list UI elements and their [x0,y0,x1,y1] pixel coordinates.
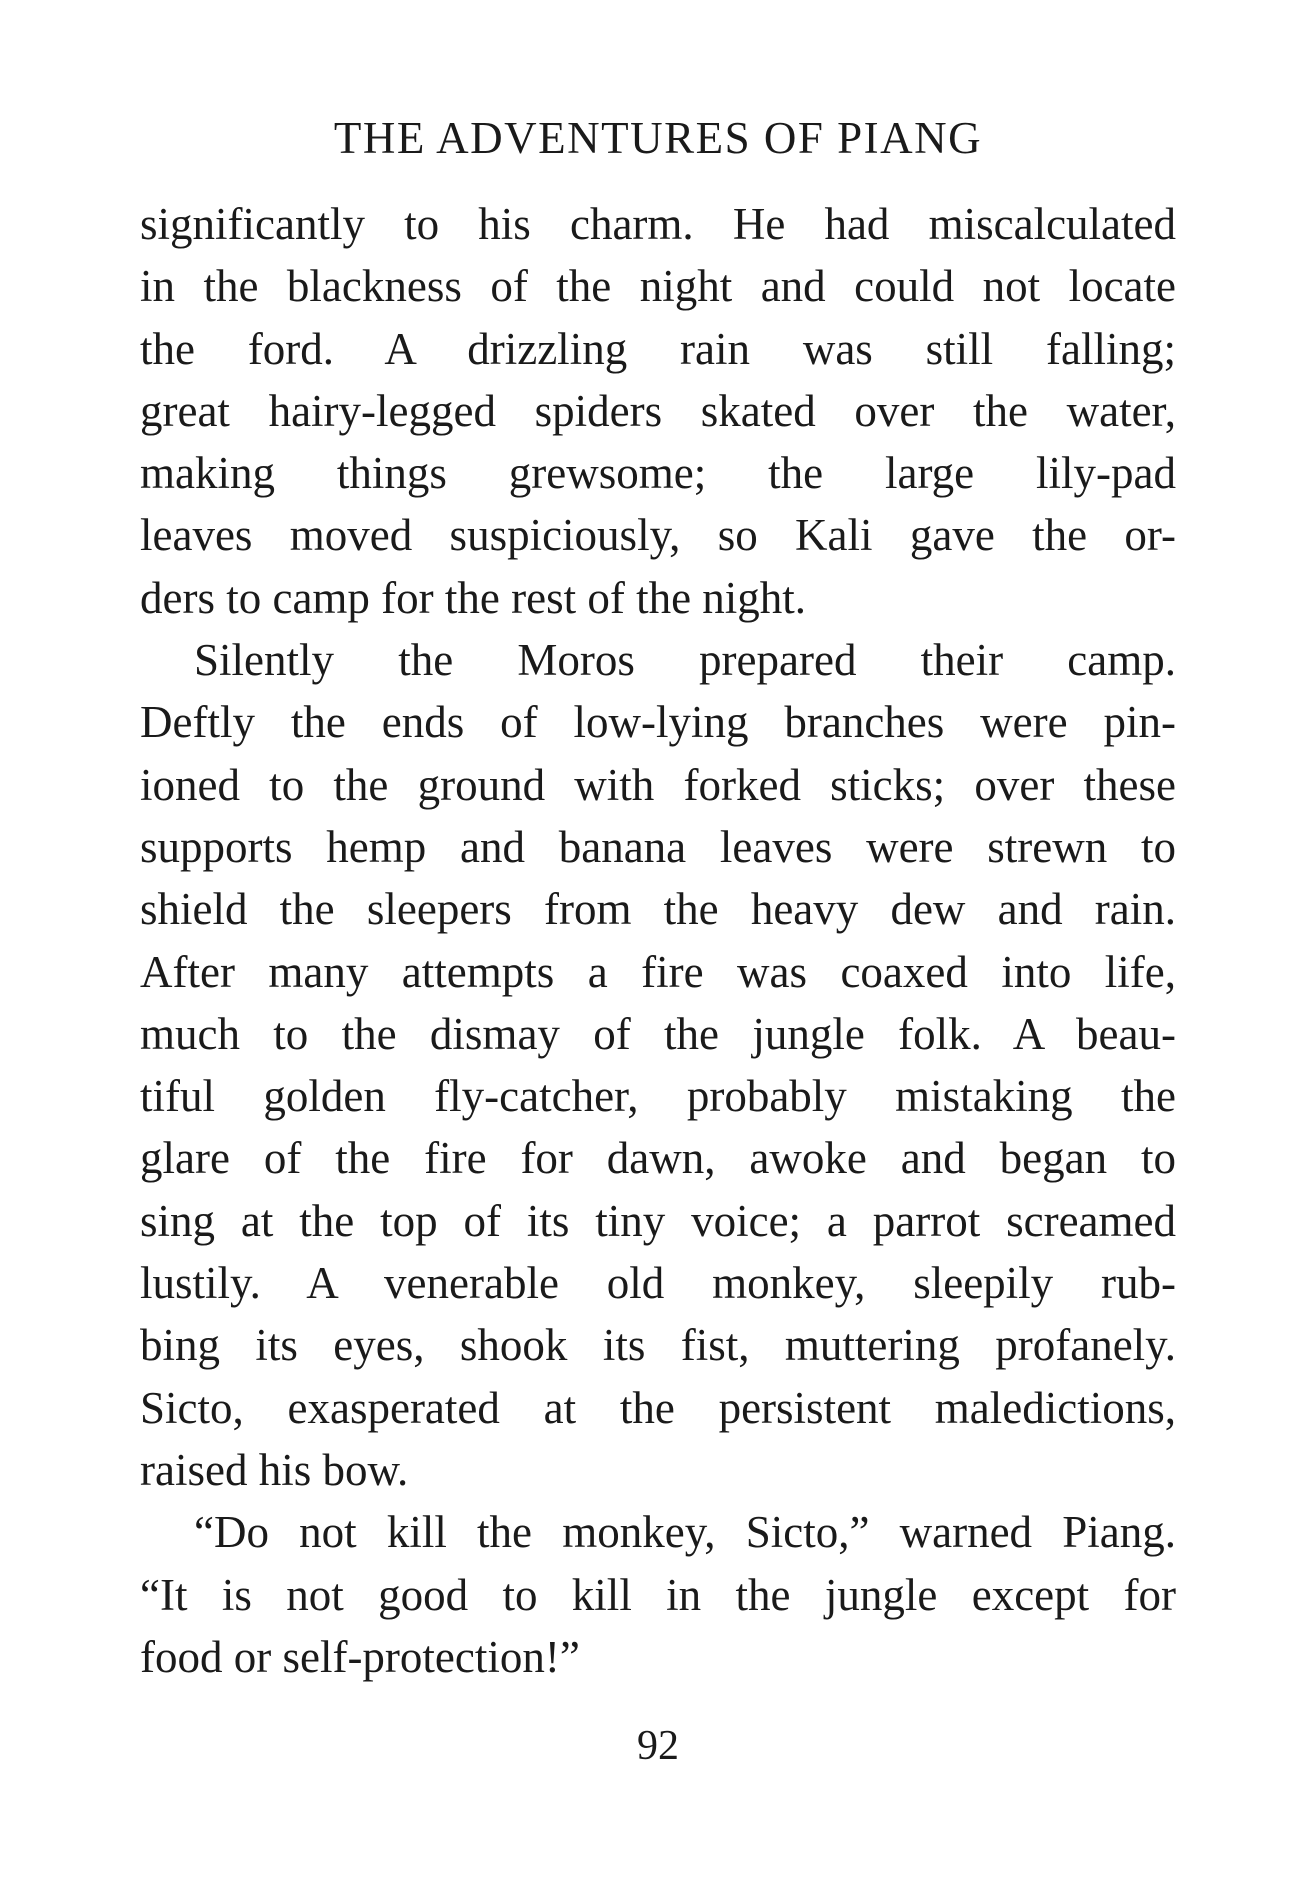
text-line: After many attempts a fire was coaxed into life, [140,946,1176,997]
text-line: lustily. A venerable old monkey, sleepily rub- [140,1258,1176,1309]
text-line: leaves moved suspiciously, so Kali gave the or- [140,510,1176,561]
text-line: shield the sleepers from the heavy dew and rain. [140,884,1176,935]
text-line: “Do not kill the monkey, Sicto,” warned Piang. [194,1507,1176,1558]
text-line: the ford. A drizzling rain was still falling; [140,323,1176,374]
paragraph-2 [140,629,1176,1501]
text-line: tiful golden fly-catcher, probably mistaking the [140,1071,1176,1122]
running-title: THE ADVENTURES OF PIANG [333,113,983,163]
text-line: in the blackness of the night and could not locate [140,261,1176,312]
body-text [140,193,1176,1688]
page-number: 92 [637,1723,679,1769]
text-line: Silently the Moros prepared their camp. [194,635,1176,686]
text-line: sing at the top of its tiny voice; a parrot screamed [140,1195,1176,1246]
text-line: much to the dismay of the jungle folk. A beau- [140,1008,1176,1059]
text-line: supports hemp and banana leaves were strewn to [140,821,1176,872]
text-line: “It is not good to kill in the jungle except for [140,1569,1176,1620]
text-line: bing its eyes, shook its fist, muttering profanely. [140,1320,1176,1371]
text-line: food or self-protection!” [140,1631,580,1682]
text-line: great hairy-legged spiders skated over the water, [140,385,1176,436]
text-line: Sicto, exasperated at the persistent maledictions, [140,1382,1176,1433]
text-line: raised his bow. [140,1444,409,1495]
text-line: significantly to his charm. He had miscalculated [140,199,1176,249]
text-line: ders to camp for the rest of the night. [140,572,807,623]
book-page [140,0,1176,1885]
text-line: glare of the fire for dawn, awoke and began to [140,1133,1176,1184]
paragraph-3 [140,1501,1176,1688]
text-line: ioned to the ground with forked sticks; over these [140,759,1176,810]
text-line: Deftly the ends of low-lying branches were pin- [140,697,1176,748]
text-line: making things grewsome; the large lily-pad [140,448,1176,499]
paragraph-1 [140,193,1176,629]
